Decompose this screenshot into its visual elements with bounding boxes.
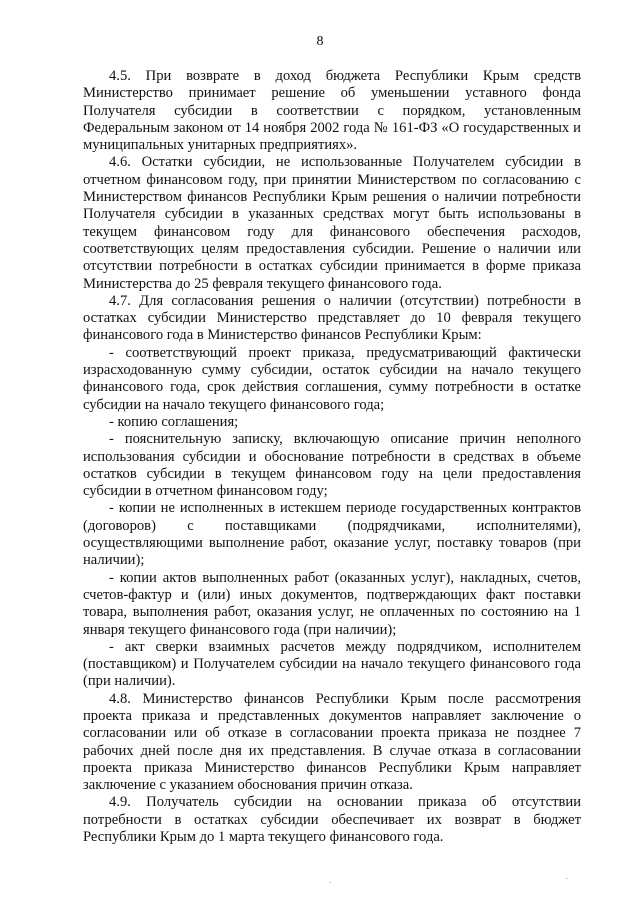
- page-number: 8: [316, 34, 324, 49]
- paragraph-4-5: 4.5. При возврате в доход бюджета Республики Крым средств Министерство принимает решение об уменьшении уставного фонда Получателя субсидии в соответствии с порядком, установленным Федеральным законом от 14 ноября 2002 года № 161-ФЗ «О государственных и муниципальных унитарных предприятиях».: [83, 68, 581, 154]
- scan-speck: .: [566, 872, 568, 881]
- paragraph-4-7: 4.7. Для согласования решения о наличии (отсутствии) потребности в остатках субсидии Министерство представляет до 10 февраля текущего финансового года в Министерство финансов Республики Крым:: [83, 292, 581, 344]
- paragraph-4-8: 4.8. Министерство финансов Республики Крым после рассмотрения проекта приказа и представленных документов направляет заключение о согласовании или об отказе в согласовании проекта приказа не позднее 7 рабочих дней после дня их представления. В случае отказа в согласовании проекта приказа Министерство финансов Республики Крым направляет заключение с указанием обоснования причин отказа.: [83, 690, 581, 794]
- list-item-explanatory-note: - пояснительную записку, включающую описание причин неполного использования субсидии и обоснование потребности в средствах в объеме остатков субсидии в текущем финансовом году на цели предоставления субсидии в отчетном финансовом году;: [83, 431, 581, 500]
- list-item-agreement-copy: - копию соглашения;: [109, 413, 239, 430]
- list-item-draft-order: - соответствующий проект приказа, предусматривающий фактически израсходованную сумму субсидии, остаток субсидии на начало текущего финансового года, срок действия соглашения, сумму потребности в остатке субсидии на начало текущего финансового года;: [83, 344, 581, 413]
- paragraph-4-9: 4.9. Получатель субсидии на основании приказа об отсутствии потребности в остатках субсидии обеспечивает их возврат в бюджет Республики Крым до 1 марта текущего финансового года.: [83, 794, 581, 846]
- scan-speck: .: [329, 876, 331, 885]
- document-body: [83, 68, 581, 846]
- list-item-reconciliation-act: - акт сверки взаимных расчетов между подрядчиком, исполнителем (поставщиком) и Получателем субсидии на начало текущего финансового года (при наличии).: [83, 638, 581, 690]
- paragraph-4-6: 4.6. Остатки субсидии, не использованные Получателем субсидии в отчетном финансовом году, при принятии Министерством по согласованию с Министерством финансов Республики Крым решения о наличии потребности Получателя субсидии в указанных средствах могут быть использованы в текущем финансовом году для финансового обеспечения расходов, соответствующих целям предоставления субсидии. Решение о наличии или отсутствии потребности в остатках субсидии принимается в форме приказа Министерства до 25 февраля текущего финансового года.: [83, 154, 581, 292]
- list-item-contract-copies: - копии не исполненных в истекшем периоде государственных контрактов (договоров) с поставщиками (подрядчиками, исполнителями), осуществляющими выполнение работ, оказание услуг, поставку товаров (при наличии);: [83, 500, 581, 569]
- list-item-acts-copies: - копии актов выполненных работ (оказанных услуг), накладных, счетов, счетов-фактур и (или) иных документов, подтверждающих факт поставки товара, выполнения работ, оказания услуг, не оплаченных по состоянию на 1 января текущего финансового года (при наличии);: [83, 569, 581, 638]
